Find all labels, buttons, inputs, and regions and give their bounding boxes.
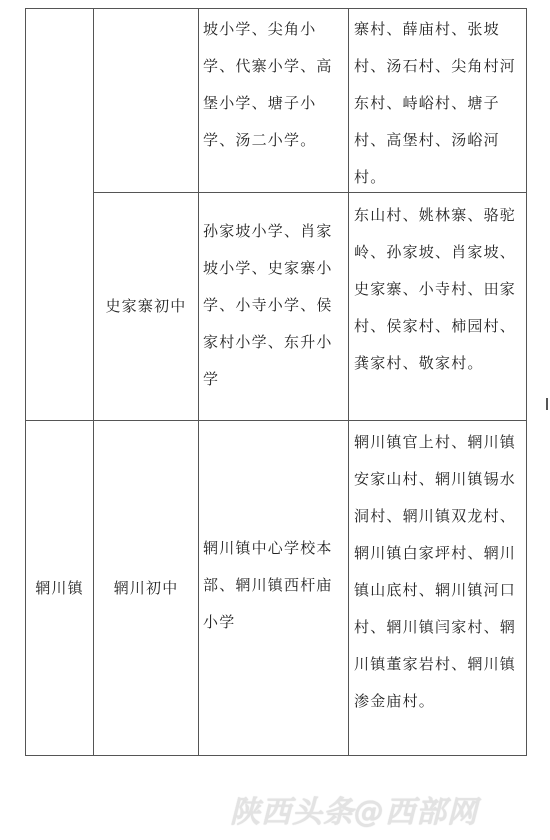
row3-middle-school: 辋川初中 [113,579,179,597]
edge-mark [546,398,548,410]
school-district-table [25,8,527,756]
row1-villages: 寨村、薛庙村、张坡村、汤石村、尖角村河东村、峙峪村、塘子村、高堡村、汤峪河村。 [354,20,517,186]
row1-primary-schools: 坡小学、尖角小学、代寨小学、高堡小学、塘子小学、汤二小学。 [203,20,333,149]
row3-town: 辋川镇 [35,579,84,597]
row2-primary-schools: 孙家坡小学、肖家坡小学、史家寨小学、小寺小学、侯家村小学、东升小学 [203,222,333,388]
row2-villages: 东山村、姚林寨、骆驼岭、孙家坡、肖家坡、史家寨、小寺村、田家村、侯家村、柿园村、龚家村、敬家村。 [354,206,517,372]
watermark-logo: 陕西头条@西部网 [230,795,478,830]
row3-villages: 辋川镇官上村、辋川镇安家山村、辋川镇锡水洞村、辋川镇双龙村、辋川镇白家坪村、辋川镇山底村、辋川镇河口村、辋川镇闫家村、辋川镇董家岩村、辋川镇渗金庙村。 [354,433,517,710]
column-divider [348,9,349,756]
column-divider [198,9,199,756]
row3-primary-schools: 辋川镇中心学校本部、辋川镇西杆庙小学 [203,539,333,631]
row2-middle-school: 史家寨初中 [105,297,187,315]
